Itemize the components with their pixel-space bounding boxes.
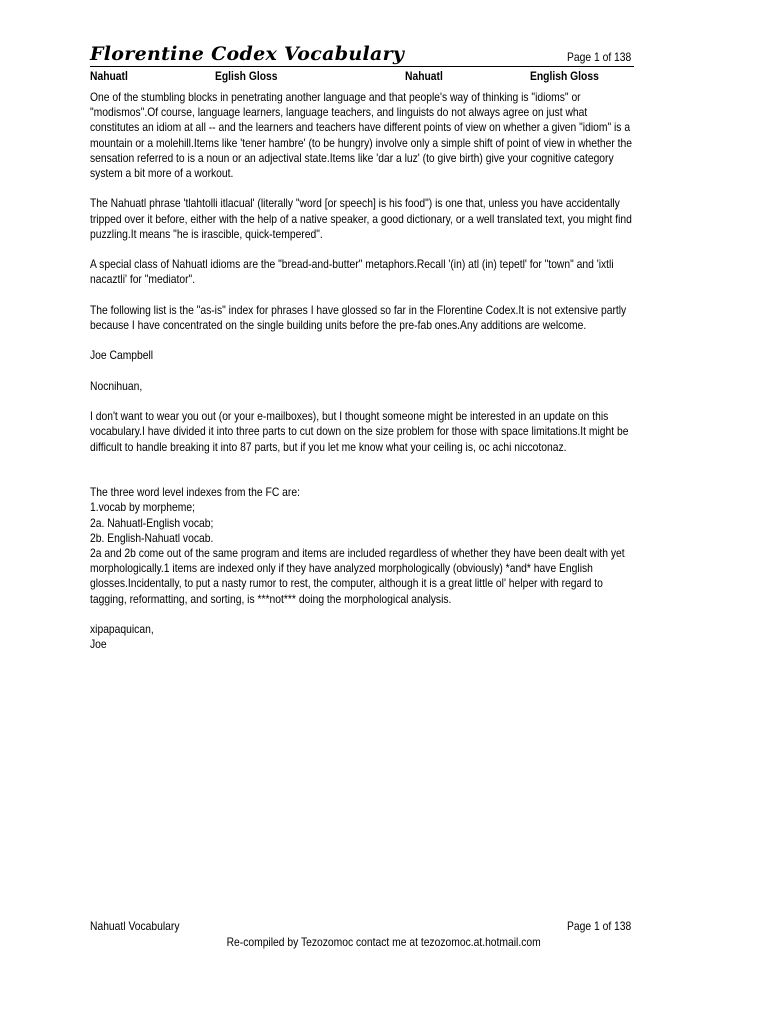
author-signature: Joe Campbell xyxy=(90,348,154,363)
footer-credit xyxy=(0,935,768,949)
footer-document-name: Nahuatl Vocabulary xyxy=(90,919,180,933)
column-heading-nahuatl-1: Nahuatl xyxy=(90,69,128,83)
column-heading-gloss-2: English Gloss xyxy=(530,69,599,83)
footer-credit-text: Re-compiled by Tezozomoc contact me at tezozomoc.at.hotmail.com xyxy=(226,935,542,949)
header-divider xyxy=(90,66,634,67)
update-paragraph: I don't want to wear you out (or your e-mailboxes), but I thought someone might be interested in an update on this vocabulary.I have divided it into three parts to cut down on the size problem for those with space limitations.It might be difficult to handle breaking it into 87 parts, but if you let me know what your ceiling is, oc achi niccotonaz. xyxy=(90,409,629,454)
metaphor-paragraph: A special class of Nahuatl idioms are the "bread-and-butter" metaphors.Recall '(in) atl (in) tepetl' for "town" and 'ixtli nacaztli' for "mediator". xyxy=(90,257,614,287)
header-page-number: Page 1 of 138 xyxy=(567,50,632,64)
column-heading-gloss-1: Eglish Gloss xyxy=(215,69,278,83)
document-title: Florentine Codex Vocabulary xyxy=(90,43,405,65)
body-text xyxy=(90,90,637,652)
index-description-paragraph: The following list is the "as-is" index for phrases I have glossed so far in the Florentine Codex.It is not extensive partly because I have concentrated on the single building units before the pre-fab ones.Any additions are welcome. xyxy=(90,302,627,332)
column-heading-nahuatl-2: Nahuatl xyxy=(405,69,443,83)
footer-page-number: Page 1 of 138 xyxy=(567,919,632,933)
closing-signature: xipapaquican, Joe xyxy=(90,621,154,652)
idiom-example-paragraph: The Nahuatl phrase 'tlahtolli itlacual' (literally "word [or speech] is his food") is one that, unless you have accidentally tripped over it before, either with the help of a native speaker, a good dictionary, or a well translated text, you might find puzzling.It means "he is irascible, quick-tempered". xyxy=(90,196,632,241)
index-list-paragraph: The three word level indexes from the FC are: 1.vocab by morpheme; 2a. Nahuatl-English vocab; 2b. English-Nahuatl vocab. 2a and 2b come out of the same program and items are included regardless of whether they have been dealt with yet morphologically.1 items are indexed only if they have analyzed morphologically (obviously) *and* have English glosses.Incidentally, to put a nasty rumor to rest, the computer, although it is a great little ol' helper with regard to tagging, reformatting, and sorting, is ***not*** doing the morphological analysis. xyxy=(90,485,625,606)
greeting: Nocnihuan, xyxy=(90,378,143,393)
intro-paragraph: One of the stumbling blocks in penetrating another language and that people's way of thinking is "idioms" or "modismos".Of course, language learners, language teachers, and linguists do not always agree on just what constitutes an idiom at all -- and the learners and teachers have different points of view on whether a given "idiom" is a mountain or a molehill.Items like 'tener hambre' (to be hungry) involve only a simple shift of point of view in whether the sensation referred to is a noun or an adjectival state.Items like 'dar a luz' (to give birth) give your cognitive category system a bit more of a workout. xyxy=(90,90,633,181)
